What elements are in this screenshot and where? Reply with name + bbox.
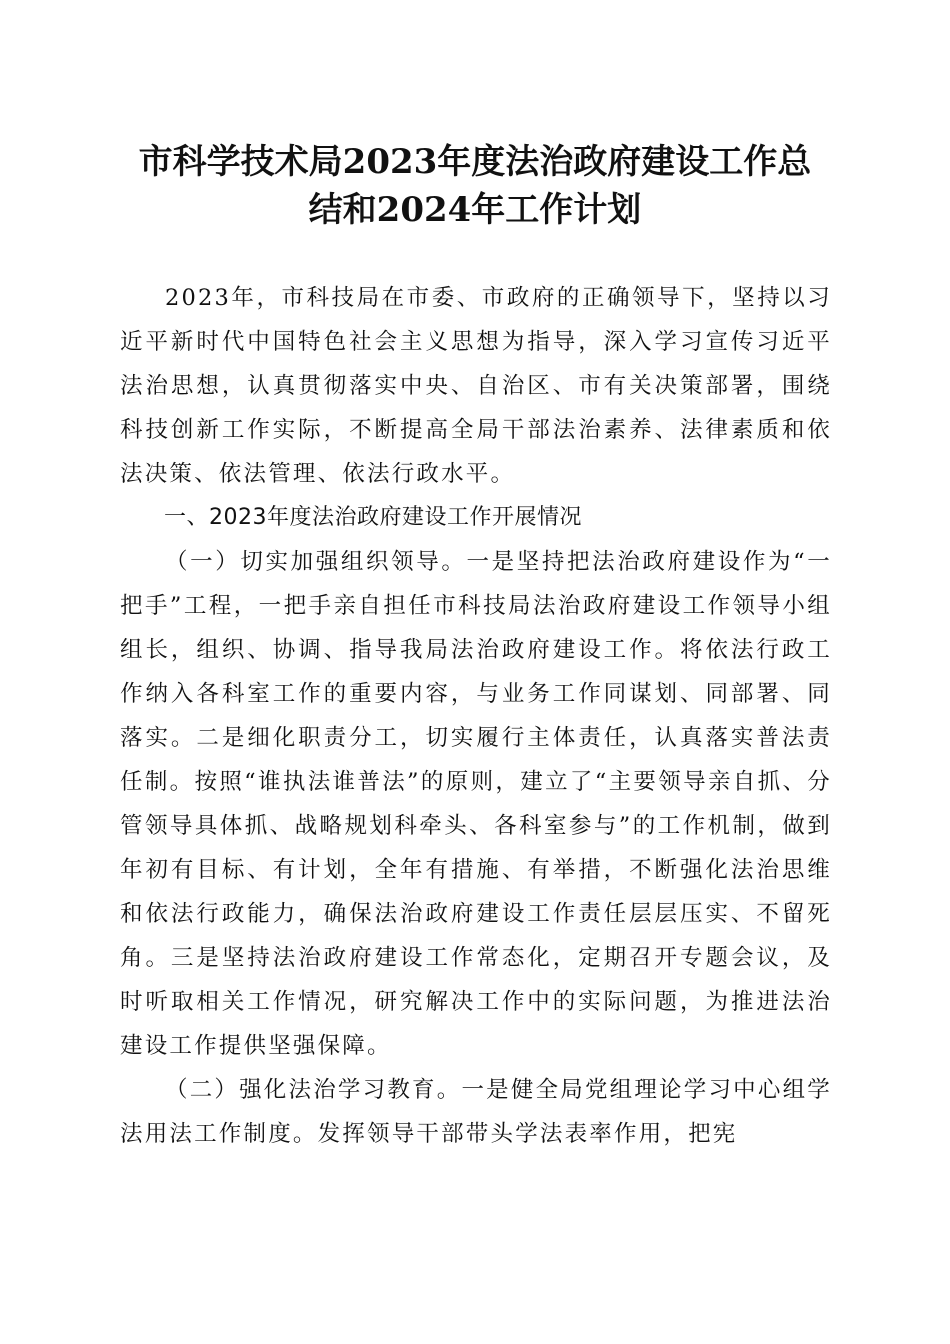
title-line-2: 结和2024年工作计划: [308, 190, 642, 230]
subsection-lead-1: （一）切实加强组织领导。: [165, 549, 467, 575]
section-heading-1: 一、2023年度法治政府建设工作开展情况: [164, 505, 582, 530]
document-title: [120, 138, 830, 234]
subsection-body-1: 一是坚持把法治政府建设作为“一把手”工程，一把手亲自担任市科技局法治政府建设工作领导小组组长，组织、协调、指导我局法治政府建设工作。将依法行政工作纳入各科室工作的重要内容，与业务工作同谋划、同部署、同落实。二是细化职责分工，切实履行主体责任，认真落实普法责任制。按照“谁执法谁普法”的原则，建立了“主要领导亲自抓、分管领导具体抓、战略规划科牵头、各科室参与”的工作机制，做到年初有目标、有计划，全年有措施、有举措，不断强化法治思维和依法行政能力，确保法治政府建设工作责任层层压实、不留死角。三是坚持法治政府建设工作常态化，定期召开专题会议，及时听取相关工作情况，研究解决工作中的实际问题，为推进法治建设工作提供坚强保障。: [120, 549, 832, 1059]
subsection-paragraph-2: [120, 1068, 832, 1156]
subsection-lead-2: （二）强化法治学习教育。: [165, 1077, 462, 1103]
subsection-body-2: 一是健全局党组理论学习中心组学法用法工作制度。发挥领导干部带头学法表率作用，把宪: [120, 1077, 832, 1147]
document-body: [120, 276, 832, 1156]
title-line-1: 市科学技术局2023年度法治政府建设工作总: [138, 142, 812, 182]
subsection-paragraph-1: [120, 540, 832, 1068]
intro-paragraph: 2023年，市科技局在市委、市政府的正确领导下，坚持以习近平新时代中国特色社会主义思想为指导，深入学习宣传习近平法治思想，认真贯彻落实中央、自治区、市有关决策部署，围绕科技创新工作实际，不断提高全局干部法治素养、法律素质和依法决策、依法管理、依法行政水平。: [120, 285, 832, 487]
